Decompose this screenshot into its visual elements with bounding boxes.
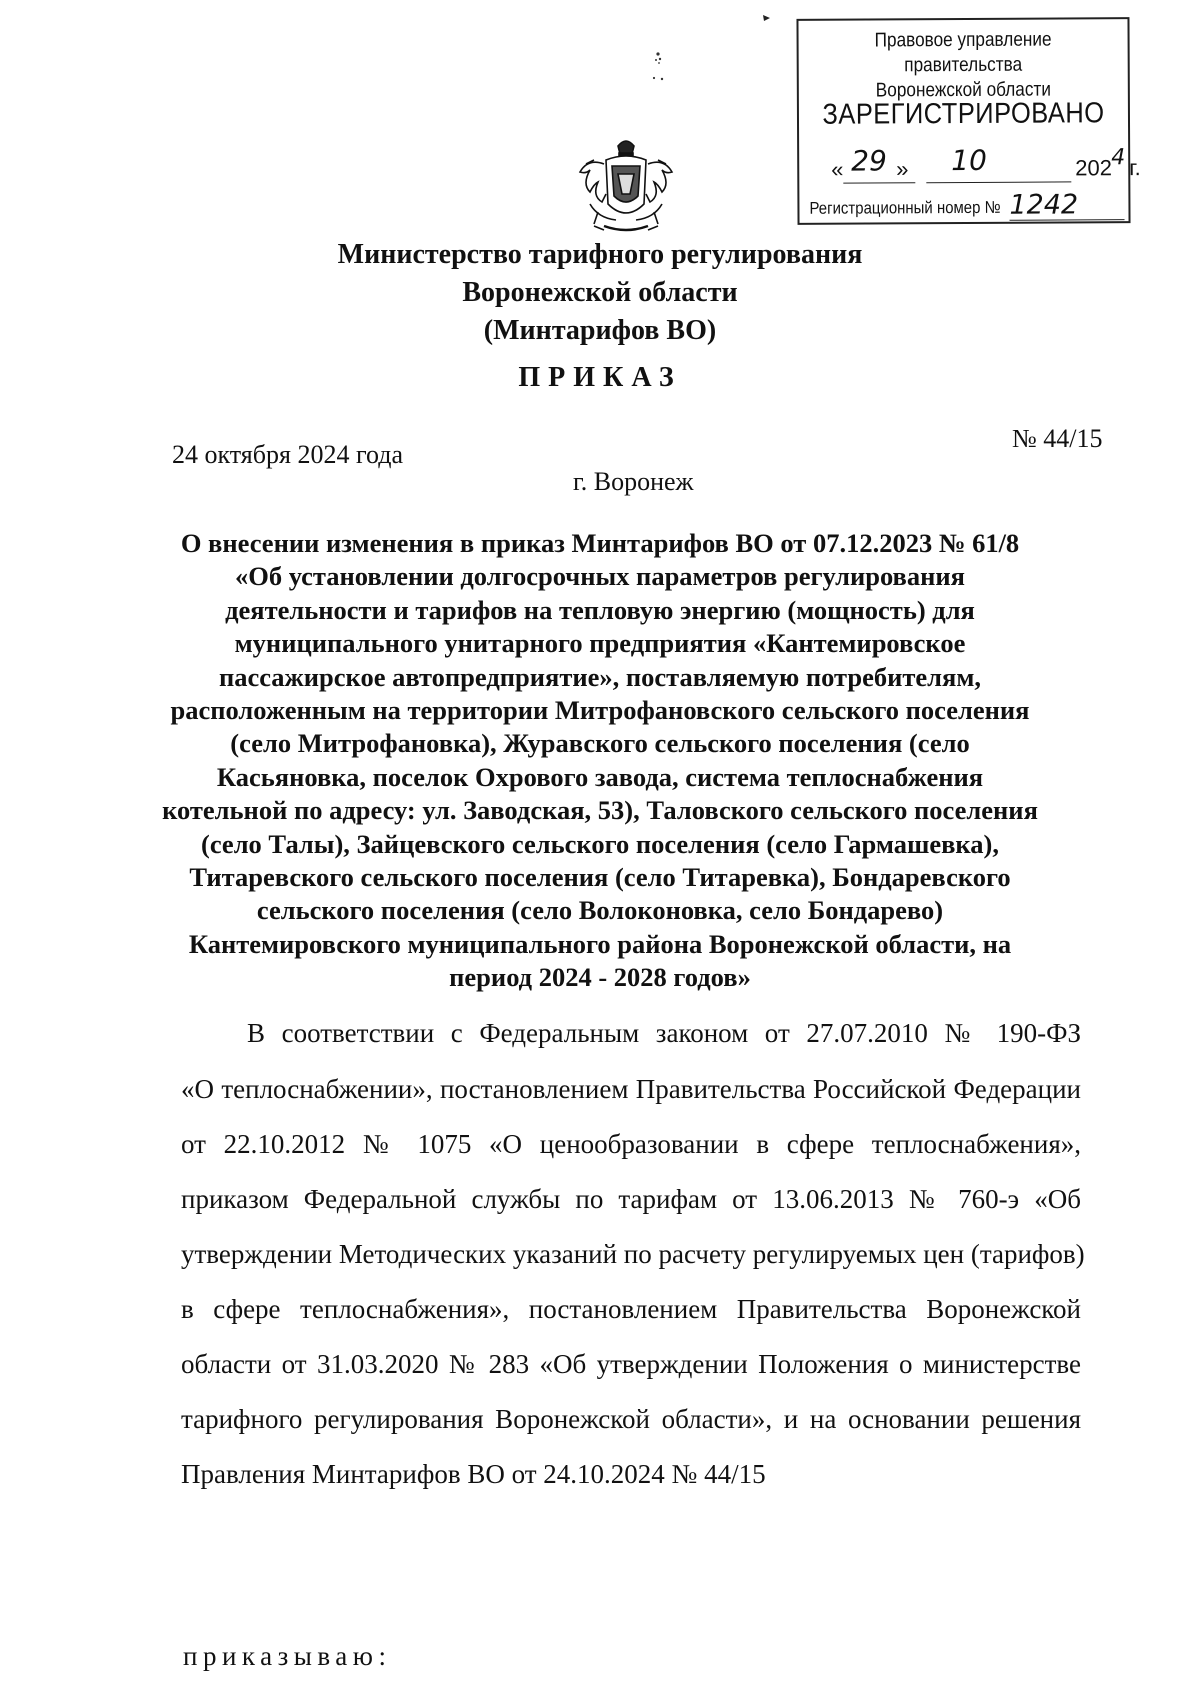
order-directive-word: приказываю: — [183, 1641, 392, 1671]
body-line: тарифного регулирования Воронежской области», и на основании решения — [181, 1404, 1081, 1434]
order-date: 24 октября 2024 года — [172, 440, 403, 469]
stamp-reg-number-handwritten: 1242 — [1009, 189, 1079, 221]
scan-specks — [640, 48, 680, 98]
heading-line: расположенным на территории Митрофановского сельского поселения — [170, 695, 1030, 726]
document-type-title: ПРИКАЗ — [518, 362, 682, 393]
heading-line: пассажирское автопредприятие», поставляемую потребителям, — [218, 661, 982, 692]
order-heading — [130, 527, 1070, 995]
coat-of-arms-icon — [568, 134, 684, 238]
scan-mark — [762, 14, 772, 22]
heading-line: О внесении изменения в приказ Минтарифов ВО от 07.12.2023 № 61/8 — [180, 528, 1020, 558]
heading-line: (село Талы), Зайцевского сельского поселения (село Гармашевка), — [201, 828, 999, 859]
heading-line: «Об установлении долгосрочных параметров регулирования — [235, 561, 965, 592]
stamp-registered-label: ЗАРЕГИСТРИРОВАНО — [822, 97, 1105, 131]
heading-line: деятельности и тарифов на тепловую энергию (мощность) для — [225, 594, 975, 625]
stamp-day-handwritten: 29 — [851, 144, 887, 178]
heading-line: Кантемировского муниципального района Воронежской области, на — [188, 928, 1012, 959]
heading-line: муниципального унитарного предприятия «Кантемировское — [234, 628, 966, 659]
registration-stamp — [796, 17, 1141, 225]
stamp-reg-number-label: Регистрационный номер № — [809, 197, 1001, 218]
heading-line: Касьяновка, поселок Охрового завода, система теплоснабжения — [216, 761, 984, 792]
body-line: утверждении Методических указаний по расчету регулируемых цен (тарифов) — [181, 1239, 1085, 1269]
body-line: области от 31.03.2020 № 283 «Об утверждении Положения о министерстве — [181, 1349, 1081, 1379]
body-line: в сфере теплоснабжения», постановлением Правительства Воронежской — [181, 1294, 1081, 1324]
ministry-name: Министерство тарифного регулирования Воронежской области (Минтарифов ВО) — [337, 239, 863, 346]
order-city: г. Воронеж — [573, 467, 694, 496]
heading-line: (село Митрофановка), Журавского сельского поселения (село — [230, 728, 970, 759]
stamp-organization: Правовое управление правительства Воронежской области — [874, 28, 1052, 102]
heading-line: Титаревского сельского поселения (село Титаревка), Бондаревского — [189, 862, 1011, 893]
body-line: «О теплоснабжении», постановлением Правительства Российской Федерации — [181, 1074, 1081, 1104]
body-line: приказом Федеральной службы по тарифам от 13.06.2013 № 760-э «Об — [181, 1184, 1081, 1214]
body-line: Правления Минтарифов ВО от 24.10.2024 № 44/15 — [181, 1459, 766, 1489]
heading-line: котельной по адресу: ул. Заводская, 53), Таловского сельского поселения — [162, 795, 1038, 826]
heading-line: период 2024 - 2028 годов» — [449, 962, 751, 993]
heading-line: сельского поселения (село Волоконовка, село Бондарево) — [256, 895, 944, 926]
stamp-month-handwritten: 10 — [951, 143, 987, 178]
stamp-date: « 29 » 10 202 4 г. — [831, 143, 1141, 182]
body-line: от 22.10.2012 № 1075 «О ценообразовании в сфере теплоснабжения», — [181, 1129, 1081, 1159]
order-number: № 44/15 — [1012, 424, 1103, 453]
body-line: В соответствии с Федеральным законом от 27.07.2010 № 190-ФЗ — [247, 1018, 1081, 1048]
stamp-year-handwritten: 4 — [1111, 145, 1126, 171]
